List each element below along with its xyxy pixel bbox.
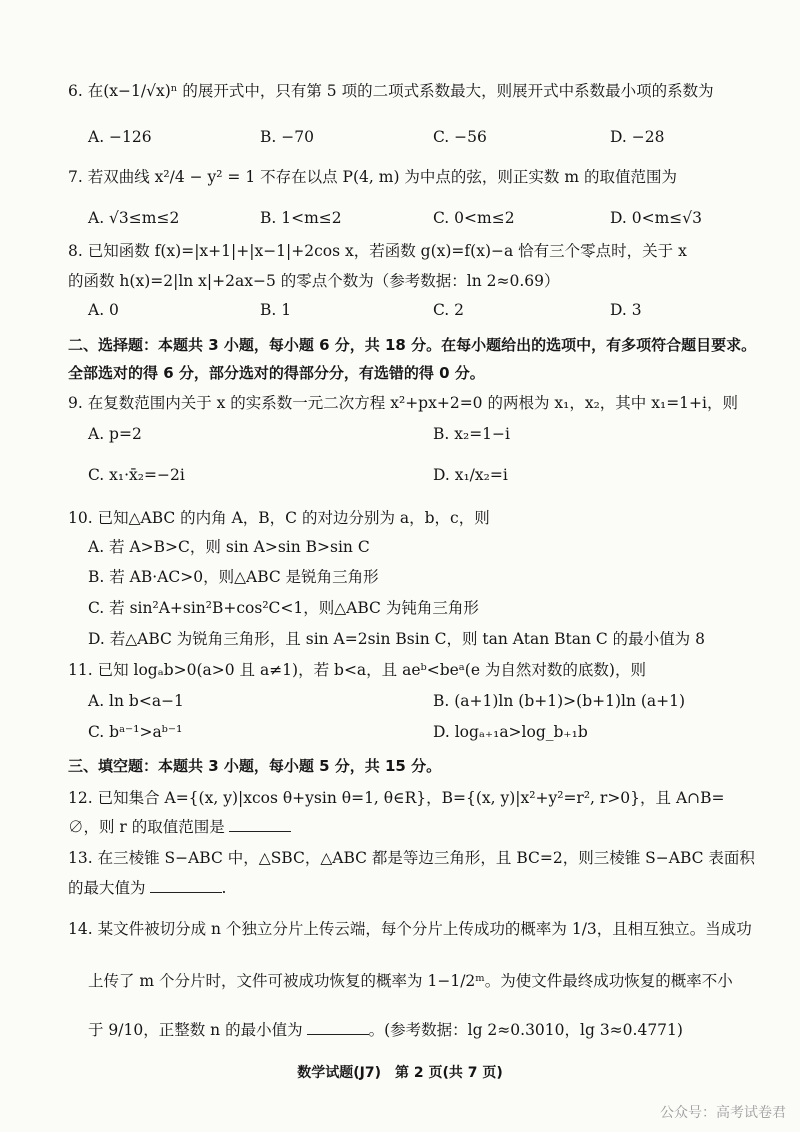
q8-option-b: B. 1 (260, 301, 292, 319)
page-footer: 数学试题(J7) 第 2 页(共 7 页) (297, 1065, 503, 1081)
q7-option-b: B. 1<m≤2 (260, 209, 342, 227)
q14-line-3 (88, 1019, 683, 1041)
section-2-heading: 二、选择题：本题共 3 小题，每小题 6 分，共 18 分。在每小题给出的选项中，有多项符合题目要求。 (68, 336, 757, 354)
q10-stem: 10. 已知△ABC 的内角 A，B，C 的对边分别为 a，b，c，则 (68, 509, 490, 527)
q14-line-1: 14. 某文件被切分成 n 个独立分片上传云端，每个分片上传成功的概率为 1/3，且相互独立。当成功 (68, 920, 752, 938)
section-3-heading: 三、填空题：本题共 3 小题，每小题 5 分，共 15 分。 (68, 757, 442, 775)
q7-option-c: C. 0<m≤2 (433, 209, 515, 227)
q10-option-c: C. 若 sin²A+sin²B+cos²C<1，则△ABC 为钝角三角形 (88, 599, 479, 617)
q7-stem: 7. 若双曲线 x²/4 − y² = 1 不存在以点 P(4, m) 为中点的弦，则正实数 m 的取值范围为 (68, 168, 677, 186)
q6-option-b: B. −70 (260, 128, 314, 146)
q6-option-a: A. −126 (88, 128, 152, 146)
q14-line-3-text-a: 于 9/10，正整数 n 的最小值为 (88, 1021, 303, 1039)
q8-line-2: 的函数 h(x)=2|ln x|+2ax−5 的零点个数为（参考数据：ln 2≈0.69） (68, 272, 560, 290)
q12-line-2-text: ∅，则 r 的取值范围是 (68, 818, 225, 836)
q14-answer-blank[interactable] (307, 1020, 369, 1035)
q9-option-c: C. x₁·x̄₂=−2i (88, 466, 185, 484)
q11-option-b: B. (a+1)ln (b+1)>(b+1)ln (a+1) (433, 692, 686, 710)
q10-option-b: B. 若 AB·AC>0，则△ABC 是锐角三角形 (88, 568, 379, 586)
q12-line-2 (68, 816, 291, 838)
q7-option-d: D. 0<m≤√3 (610, 209, 703, 227)
q8-line-1: 8. 已知函数 f(x)=|x+1|+|x−1|+2cos x，若函数 g(x)=f(x)−a 恰有三个零点时，关于 x (68, 242, 687, 260)
q13-period: . (221, 879, 227, 897)
q11-option-a: A. ln b<a−1 (88, 692, 184, 710)
q14-line-3-text-b: 。(参考数据：lg 2≈0.3010，lg 3≈0.4771) (368, 1021, 683, 1039)
q7-option-a: A. √3≤m≤2 (88, 209, 180, 227)
q13-line-1: 13. 在三棱锥 S−ABC 中，△SBC，△ABC 都是等边三角形，且 BC=2，则三棱锥 S−ABC 表面积 (68, 849, 755, 867)
q8-option-d: D. 3 (610, 301, 642, 319)
q13-line-2-text: 的最大值为 (68, 879, 146, 897)
q13-line-2 (68, 877, 226, 899)
q6-option-d: D. −28 (610, 128, 665, 146)
q12-line-1: 12. 已知集合 A={(x, y)|xcos θ+ysin θ=1, θ∈R}，B={(x, y)|x²+y²=r², r>0}，且 A∩B= (68, 789, 725, 807)
q10-option-d: D. 若△ABC 为锐角三角形，且 sin A=2sin Bsin C，则 tan Atan Btan C 的最小值为 8 (88, 630, 705, 648)
q11-option-d: D. logₐ₊₁a>log_b₊₁b (433, 723, 588, 741)
q11-option-c: C. bᵃ⁻¹>aᵇ⁻¹ (88, 723, 183, 741)
section-2-rules: 全部选对的得 6 分，部分选对的得部分分，有选错的得 0 分。 (68, 364, 485, 382)
q13-answer-blank[interactable] (150, 878, 222, 893)
q9-option-a: A. p=2 (88, 425, 142, 443)
q6-stem: 6. 在(x−1/√x)ⁿ 的展开式中，只有第 5 项的二项式系数最大，则展开式中系数最小项的系数为 (68, 82, 714, 100)
q8-option-a: A. 0 (88, 301, 119, 319)
q14-line-2: 上传了 m 个分片时，文件可被成功恢复的概率为 1−1/2ᵐ。为使文件最终成功恢复的概率不小 (88, 972, 733, 990)
q9-option-b: B. x₂=1−i (433, 425, 510, 443)
q9-option-d: D. x₁/x₂=i (433, 466, 508, 484)
q11-stem: 11. 已知 logₐb>0(a>0 且 a≠1)，若 b<a，且 aeᵇ<beᵃ(e 为自然对数的底数)，则 (68, 661, 646, 679)
q12-answer-blank[interactable] (229, 817, 291, 832)
q10-option-a: A. 若 A>B>C，则 sin A>sin B>sin C (88, 538, 370, 556)
q9-stem: 9. 在复数范围内关于 x 的实系数一元二次方程 x²+px+2=0 的两根为 x₁，x₂，其中 x₁=1+i，则 (68, 394, 738, 412)
q8-option-c: C. 2 (433, 301, 465, 319)
watermark: 公众号：高考试卷君 (660, 1105, 786, 1121)
q6-option-c: C. −56 (433, 128, 487, 146)
